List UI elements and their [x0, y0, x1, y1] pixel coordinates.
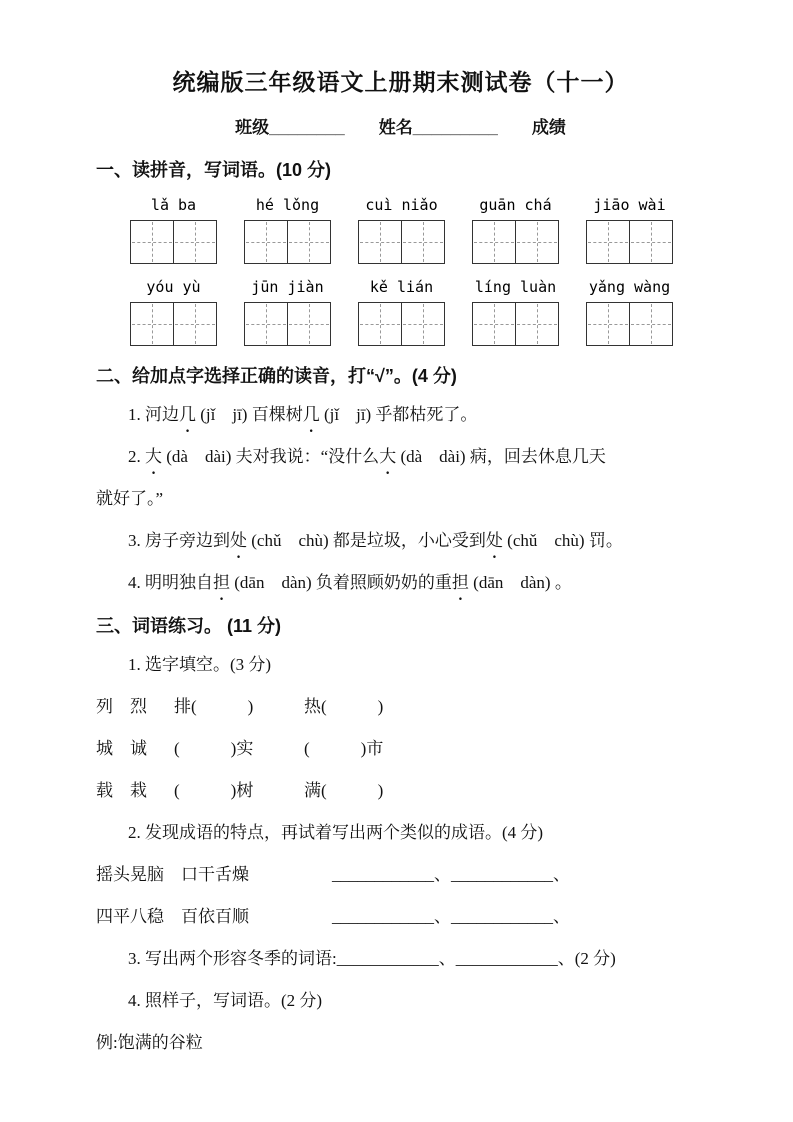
word-group	[586, 196, 673, 264]
tianzige-cell	[288, 303, 330, 345]
word-group	[358, 278, 445, 346]
question-line-1	[96, 402, 705, 428]
writing-grid	[586, 302, 673, 346]
text-segment: (jǐ jī) 百棵树	[196, 405, 303, 424]
sub-question-1: 1. 选字填空。(3 分)	[128, 655, 272, 674]
tianzige-cell	[174, 303, 216, 345]
writing-grid	[130, 220, 217, 264]
text-segment: (dà dài) 病，回去休息几天	[396, 447, 606, 466]
idiom-examples: 四平八稳 百依百顺	[96, 907, 249, 926]
word-group	[586, 278, 673, 346]
tianzige-cell	[245, 221, 288, 263]
writing-grid	[244, 220, 331, 264]
pinyin-label: cuì niǎo	[365, 196, 438, 214]
idiom-examples: 摇头晃脑 口干舌燥	[96, 865, 249, 884]
writing-grid	[358, 220, 445, 264]
text-segment: (chǔ chù) 都是垃圾，小心受到	[247, 531, 486, 550]
pinyin-label: lǎ ba	[150, 196, 197, 214]
tianzige-cell	[245, 303, 288, 345]
tianzige-cell	[402, 303, 444, 345]
text-segment: 3. 房子旁边到	[128, 531, 230, 550]
pinyin-grid-row-2	[130, 278, 705, 346]
question-line-4	[96, 570, 705, 596]
tianzige-cell	[516, 303, 558, 345]
fill-blank: ( )市	[304, 739, 384, 758]
dotted-char: 大	[379, 447, 397, 466]
dotted-char: 几	[179, 405, 196, 424]
dotted-char: 处	[485, 531, 503, 550]
dotted-char: 几	[302, 405, 320, 424]
tianzige-cell	[131, 303, 174, 345]
dotted-char: 担	[213, 573, 230, 592]
dotted-char: 处	[230, 531, 247, 550]
pinyin-label: yǎng wàng	[588, 278, 671, 296]
tianzige-cell	[402, 221, 444, 263]
answer-blanks: ____________、____________、	[332, 907, 570, 926]
fill-blank: ( )实	[174, 739, 254, 758]
text-segment: 4. 明明独自	[128, 573, 213, 592]
fill-row-2	[96, 736, 705, 762]
section3-heading: 三、词语练习。 (11 分)	[96, 616, 282, 636]
word-group	[472, 196, 559, 264]
tianzige-cell	[359, 221, 402, 263]
text-segment: 2.	[128, 447, 145, 466]
question-line-2	[96, 444, 705, 470]
pinyin-label: jūn jiàn	[251, 278, 324, 296]
word-group	[130, 196, 217, 264]
dotted-char: 大	[145, 447, 162, 466]
section1-heading: 一、读拼音，写词语。(10 分)	[96, 160, 332, 180]
sub-question-2: 2. 发现成语的特点，再试着写出两个类似的成语。(4 分)	[128, 823, 544, 842]
pinyin-grid-row-1	[130, 196, 705, 264]
writing-grid	[244, 302, 331, 346]
dotted-char: 担	[451, 573, 469, 592]
writing-grid	[472, 302, 559, 346]
word-group	[244, 278, 331, 346]
tianzige-cell	[174, 221, 216, 263]
sub-question-3: 3. 写出两个形容冬季的词语:____________、____________、(2 分)	[128, 949, 616, 968]
word-group	[358, 196, 445, 264]
idiom-row-2	[96, 904, 705, 930]
fill-row-1	[96, 694, 705, 720]
text-segment: 1. 河边	[128, 405, 179, 424]
tianzige-cell	[630, 221, 672, 263]
section2-heading: 二、给加点字选择正确的读音，打“√”。(4 分)	[96, 366, 457, 386]
text-segment: (jǐ jī) 乎都枯死了。	[319, 405, 478, 424]
text-segment: (dān dàn) 。	[468, 573, 572, 592]
writing-grid	[358, 302, 445, 346]
word-group	[244, 196, 331, 264]
example-line: 例:饱满的谷粒	[96, 1033, 203, 1052]
pinyin-label: hé lǒng	[255, 196, 320, 214]
tianzige-cell	[516, 221, 558, 263]
pinyin-label: kě lián	[369, 278, 434, 296]
pinyin-label: jiāo wài	[593, 196, 666, 214]
tianzige-cell	[473, 303, 516, 345]
pinyin-label: líng luàn	[474, 278, 557, 296]
question-line-2-continued: 就好了。”	[96, 489, 164, 508]
text-segment: (dān dàn) 负着照顾奶奶的重	[230, 573, 452, 592]
answer-blanks: ____________、____________、	[332, 865, 570, 884]
word-group	[472, 278, 559, 346]
text-segment: (dà dài) 夫对我说：“没什么	[162, 447, 380, 466]
tianzige-cell	[131, 221, 174, 263]
writing-grid	[472, 220, 559, 264]
writing-grid	[130, 302, 217, 346]
word-group	[130, 278, 217, 346]
page-title: 统编版三年级语文上册期末测试卷（十一）	[172, 69, 629, 95]
tianzige-cell	[630, 303, 672, 345]
writing-grid	[586, 220, 673, 264]
question-line-3	[96, 528, 705, 554]
tianzige-cell	[587, 303, 630, 345]
idiom-row-1	[96, 862, 705, 888]
char-choices: 载 栽	[96, 781, 147, 800]
pinyin-label: yóu yù	[146, 278, 201, 296]
fill-blank: 满( )	[304, 781, 384, 800]
tianzige-cell	[473, 221, 516, 263]
pinyin-label: guān chá	[479, 196, 552, 214]
tianzige-cell	[587, 221, 630, 263]
fill-blank: ( )树	[174, 781, 254, 800]
fill-blank: 热( )	[304, 697, 384, 716]
tianzige-cell	[288, 221, 330, 263]
sub-question-4: 4. 照样子，写词语。(2 分)	[128, 991, 323, 1010]
fill-row-3	[96, 778, 705, 804]
tianzige-cell	[359, 303, 402, 345]
char-choices: 城 诚	[96, 739, 147, 758]
fill-blank: 排( )	[174, 697, 254, 716]
char-choices: 列 烈	[96, 697, 147, 716]
student-info-line: 班级________ 姓名_________ 成绩	[235, 118, 566, 137]
text-segment: (chǔ chù) 罚。	[502, 531, 623, 550]
